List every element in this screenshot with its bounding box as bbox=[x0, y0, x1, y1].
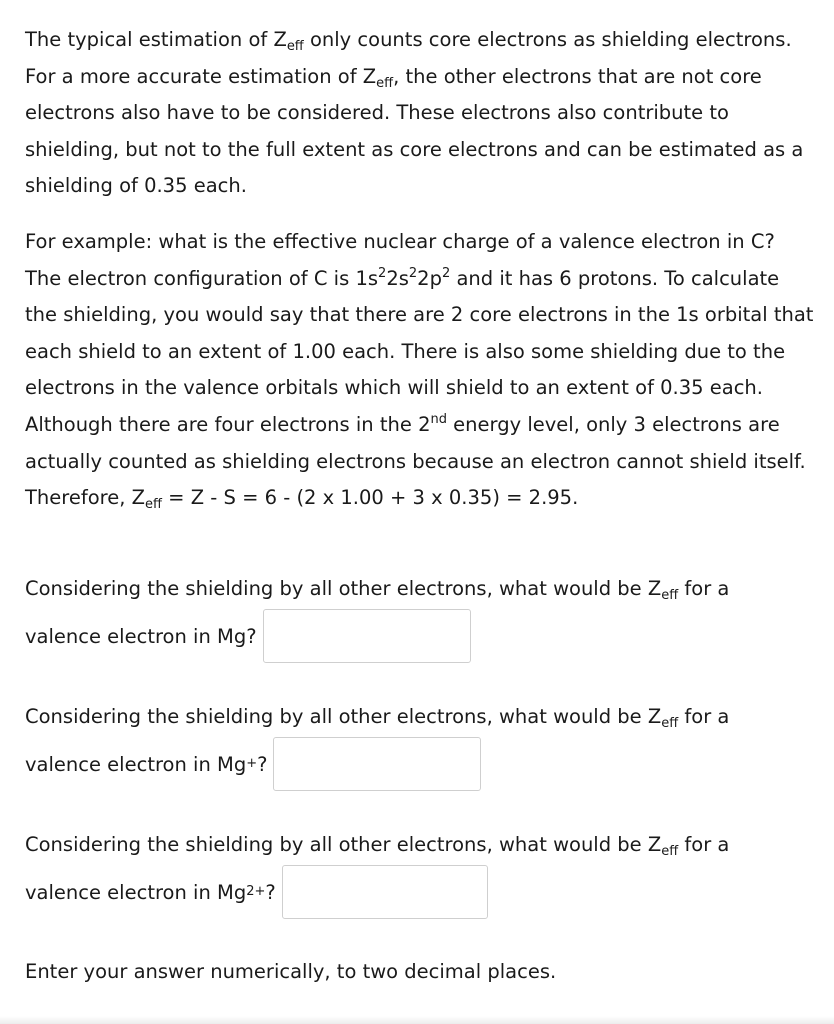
zeff-subscript: eff bbox=[376, 75, 394, 91]
question-target bbox=[25, 607, 815, 665]
answer-instruction: Enter your answer numerically, to two decimal places. bbox=[25, 960, 557, 983]
superscript: 2 bbox=[441, 265, 451, 281]
example-text-b: 2s bbox=[386, 266, 409, 290]
target-text: valence electron in Mg bbox=[25, 624, 247, 648]
question-mg bbox=[25, 571, 815, 665]
example-paragraph bbox=[25, 224, 815, 517]
intro-text-a: The typical estimation of Z bbox=[25, 28, 287, 51]
prompt-text: for a bbox=[678, 833, 730, 856]
answer-input-mg-plus[interactable] bbox=[273, 737, 481, 791]
prompt-text: for a bbox=[678, 577, 730, 600]
example-text-f: = Z - S = 6 - (2 x 1.00 + 3 x 0.35) = 2.95. bbox=[161, 486, 579, 510]
answer-input-mg-2plus[interactable] bbox=[282, 865, 488, 919]
zeff-subscript: eff bbox=[145, 497, 162, 513]
prompt-text: Considering the shielding by all other electrons, what would be Z bbox=[25, 705, 662, 728]
example-text-a: For example: what is the effective nuclear charge of a valence electron in C? The electron configuration of C is 1s bbox=[25, 230, 775, 290]
answer-input-mg[interactable] bbox=[263, 609, 471, 663]
question-mg-2plus bbox=[25, 827, 815, 921]
target-text: ? bbox=[246, 624, 257, 648]
zeff-subscript: eff bbox=[661, 588, 679, 603]
prompt-text: for a bbox=[678, 705, 730, 728]
zeff-subscript: eff bbox=[286, 39, 304, 54]
target-text: valence electron in Mg bbox=[25, 880, 247, 904]
question-mg-plus bbox=[25, 699, 815, 793]
question-prompt bbox=[25, 827, 815, 863]
prompt-text: Considering the shielding by all other electrons, what would be Z bbox=[25, 833, 662, 856]
target-text: ? bbox=[265, 880, 276, 904]
question-prompt bbox=[25, 571, 815, 607]
intro-text-c: , the other electrons that are not core electrons also have to be considered. These electrons also contribute to shielding, but not to the full extent as core electrons and can be estimated as a shielding of 0.35 each. bbox=[25, 64, 804, 198]
prompt-text: Considering the shielding by all other electrons, what would be Z bbox=[25, 577, 662, 600]
example-text-c: 2p bbox=[417, 266, 442, 290]
zeff-subscript: eff bbox=[661, 716, 679, 731]
question-target: valence electron in Mg 2+ ? bbox=[25, 863, 815, 921]
bottom-divider bbox=[0, 1016, 834, 1024]
target-text: valence electron in Mg bbox=[25, 752, 247, 776]
zeff-subscript: eff bbox=[661, 844, 679, 859]
intro-text-b: only counts core electrons as shielding electrons. For a more accurate estimation of Z bbox=[25, 28, 792, 88]
intro-paragraph bbox=[25, 22, 815, 205]
target-text: ? bbox=[257, 752, 268, 776]
superscript: 2 bbox=[378, 265, 387, 281]
question-prompt bbox=[25, 699, 815, 735]
question-target: valence electron in Mg + ? bbox=[25, 735, 815, 793]
superscript: 2 bbox=[408, 265, 418, 281]
superscript: nd bbox=[430, 411, 447, 427]
example-text-d: and it has 6 protons. To calculate the shielding, you would say that there are 2 core electrons in the 1s orbital that each shield to an extent of 1.00 each. There is also some shielding due to the electrons in the valence orbitals which will shield to an extent of 0.35 each. Although there are four electrons in the 2 bbox=[25, 266, 814, 436]
example-text-e: energy level, only 3 electrons are actually counted as shielding electrons because an electron cannot shield itself. Therefore, Z bbox=[25, 412, 806, 510]
